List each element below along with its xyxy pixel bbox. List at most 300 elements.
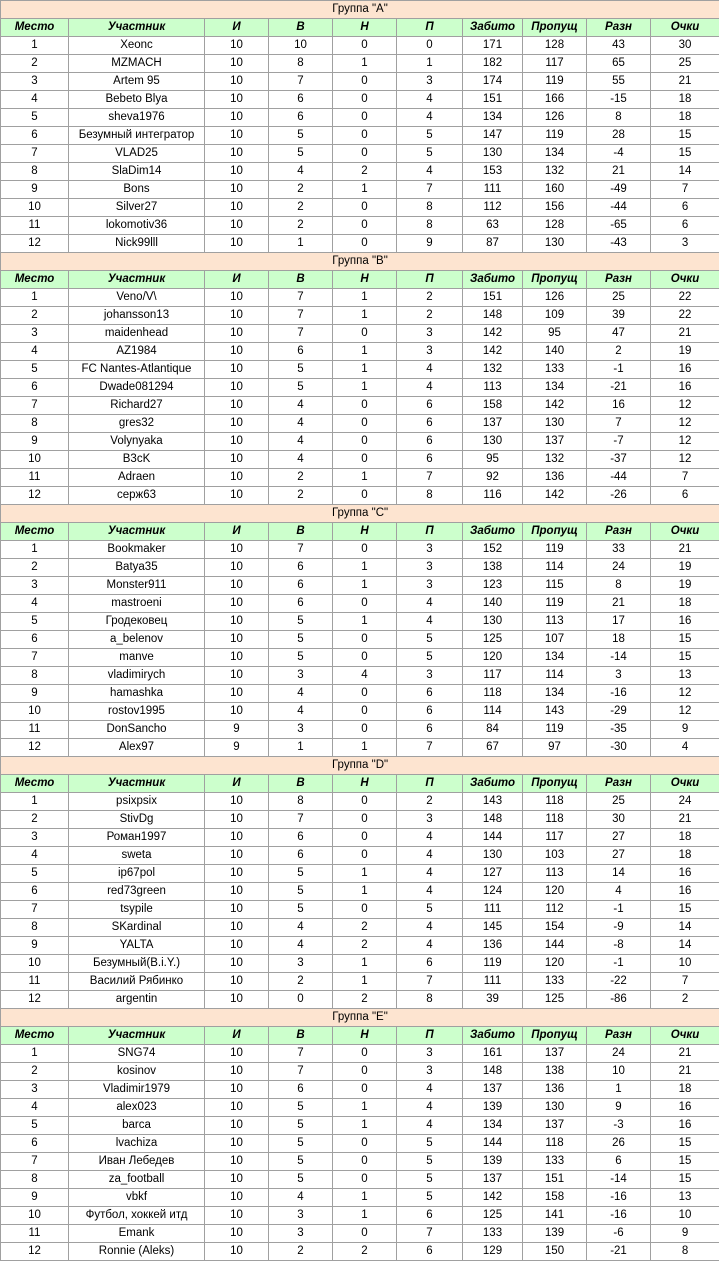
table-row xyxy=(1,199,719,217)
cell-games: 10 xyxy=(205,487,269,505)
cell-losses: 8 xyxy=(397,487,463,505)
table-row xyxy=(1,901,719,919)
group-title-row xyxy=(1,253,719,271)
cell-draws: 0 xyxy=(333,901,397,919)
cell-participant: Ronnie (Aleks) xyxy=(69,1243,205,1261)
column-header-row xyxy=(1,19,719,37)
cell-participant: Иван Лебедев xyxy=(69,1153,205,1171)
cell-wins: 4 xyxy=(269,163,333,181)
cell-losses: 4 xyxy=(397,829,463,847)
column-header-wins: В xyxy=(269,523,333,541)
cell-losses: 7 xyxy=(397,1225,463,1243)
cell-scored: 129 xyxy=(463,1243,523,1261)
table-row xyxy=(1,577,719,595)
cell-conceded: 119 xyxy=(523,595,587,613)
column-header-place: Место xyxy=(1,19,69,37)
cell-diff: -3 xyxy=(587,1117,651,1135)
cell-diff: 8 xyxy=(587,109,651,127)
cell-scored: 111 xyxy=(463,973,523,991)
cell-wins: 5 xyxy=(269,379,333,397)
table-row xyxy=(1,1045,719,1063)
column-header-conceded: Пропущ xyxy=(523,271,587,289)
table-row xyxy=(1,397,719,415)
cell-games: 10 xyxy=(205,793,269,811)
cell-diff: -49 xyxy=(587,181,651,199)
column-header-row xyxy=(1,523,719,541)
cell-conceded: 134 xyxy=(523,379,587,397)
cell-place: 11 xyxy=(1,973,69,991)
cell-participant: серж63 xyxy=(69,487,205,505)
column-header-place: Место xyxy=(1,271,69,289)
cell-participant: Bookmaker xyxy=(69,541,205,559)
cell-place: 1 xyxy=(1,1045,69,1063)
cell-wins: 5 xyxy=(269,613,333,631)
column-header-row xyxy=(1,775,719,793)
cell-scored: 95 xyxy=(463,451,523,469)
table-row xyxy=(1,37,719,55)
cell-participant: SKardinal xyxy=(69,919,205,937)
column-header-games: И xyxy=(205,523,269,541)
cell-losses: 3 xyxy=(397,73,463,91)
cell-wins: 6 xyxy=(269,829,333,847)
cell-scored: 148 xyxy=(463,811,523,829)
cell-draws: 0 xyxy=(333,415,397,433)
cell-points: 15 xyxy=(651,1135,719,1153)
column-header-scored: Забито xyxy=(463,19,523,37)
cell-place: 12 xyxy=(1,1243,69,1261)
cell-conceded: 118 xyxy=(523,1135,587,1153)
cell-points: 13 xyxy=(651,1189,719,1207)
cell-place: 7 xyxy=(1,145,69,163)
cell-draws: 1 xyxy=(333,883,397,901)
cell-participant: SNG74 xyxy=(69,1045,205,1063)
cell-games: 10 xyxy=(205,541,269,559)
table-row xyxy=(1,361,719,379)
table-row xyxy=(1,829,719,847)
cell-conceded: 132 xyxy=(523,163,587,181)
cell-wins: 6 xyxy=(269,343,333,361)
cell-participant: Безумный интегратор xyxy=(69,127,205,145)
cell-wins: 6 xyxy=(269,91,333,109)
cell-wins: 4 xyxy=(269,451,333,469)
cell-conceded: 138 xyxy=(523,1063,587,1081)
cell-participant: vbkf xyxy=(69,1189,205,1207)
cell-points: 15 xyxy=(651,1171,719,1189)
cell-participant: mastroeni xyxy=(69,595,205,613)
table-row xyxy=(1,433,719,451)
cell-wins: 6 xyxy=(269,559,333,577)
cell-draws: 1 xyxy=(333,865,397,883)
cell-wins: 4 xyxy=(269,919,333,937)
cell-conceded: 143 xyxy=(523,703,587,721)
cell-games: 10 xyxy=(205,577,269,595)
cell-wins: 6 xyxy=(269,577,333,595)
cell-losses: 2 xyxy=(397,307,463,325)
cell-conceded: 128 xyxy=(523,37,587,55)
cell-points: 18 xyxy=(651,109,719,127)
column-header-diff: Разн xyxy=(587,523,651,541)
cell-games: 10 xyxy=(205,127,269,145)
cell-place: 4 xyxy=(1,343,69,361)
cell-wins: 5 xyxy=(269,631,333,649)
cell-place: 3 xyxy=(1,577,69,595)
table-row xyxy=(1,937,719,955)
column-header-conceded: Пропущ xyxy=(523,775,587,793)
table-row xyxy=(1,793,719,811)
table-row xyxy=(1,1099,719,1117)
column-header-games: И xyxy=(205,775,269,793)
cell-losses: 4 xyxy=(397,613,463,631)
cell-points: 18 xyxy=(651,91,719,109)
table-row xyxy=(1,1081,719,1099)
cell-place: 11 xyxy=(1,721,69,739)
cell-wins: 5 xyxy=(269,649,333,667)
cell-place: 1 xyxy=(1,37,69,55)
cell-draws: 1 xyxy=(333,739,397,757)
cell-games: 10 xyxy=(205,901,269,919)
cell-games: 10 xyxy=(205,1099,269,1117)
cell-games: 10 xyxy=(205,343,269,361)
cell-points: 15 xyxy=(651,1153,719,1171)
column-header-losses: П xyxy=(397,523,463,541)
cell-wins: 5 xyxy=(269,901,333,919)
cell-diff: -14 xyxy=(587,649,651,667)
cell-points: 8 xyxy=(651,1243,719,1261)
cell-diff: -15 xyxy=(587,91,651,109)
cell-games: 10 xyxy=(205,415,269,433)
cell-diff: -16 xyxy=(587,1207,651,1225)
cell-conceded: 154 xyxy=(523,919,587,937)
cell-scored: 92 xyxy=(463,469,523,487)
cell-points: 13 xyxy=(651,667,719,685)
cell-draws: 0 xyxy=(333,1045,397,1063)
cell-wins: 5 xyxy=(269,1117,333,1135)
cell-scored: 123 xyxy=(463,577,523,595)
cell-participant: Emank xyxy=(69,1225,205,1243)
cell-points: 16 xyxy=(651,379,719,397)
cell-conceded: 158 xyxy=(523,1189,587,1207)
cell-diff: 2 xyxy=(587,343,651,361)
column-header-losses: П xyxy=(397,775,463,793)
cell-conceded: 118 xyxy=(523,793,587,811)
cell-games: 10 xyxy=(205,109,269,127)
cell-diff: 39 xyxy=(587,307,651,325)
table-row xyxy=(1,325,719,343)
cell-wins: 2 xyxy=(269,217,333,235)
cell-conceded: 134 xyxy=(523,649,587,667)
cell-participant: Richard27 xyxy=(69,397,205,415)
cell-points: 10 xyxy=(651,955,719,973)
cell-diff: -1 xyxy=(587,955,651,973)
column-header-losses: П xyxy=(397,1027,463,1045)
cell-scored: 114 xyxy=(463,703,523,721)
cell-diff: -6 xyxy=(587,1225,651,1243)
cell-scored: 142 xyxy=(463,1189,523,1207)
cell-losses: 5 xyxy=(397,1189,463,1207)
cell-games: 10 xyxy=(205,811,269,829)
cell-draws: 0 xyxy=(333,1135,397,1153)
column-header-row xyxy=(1,1027,719,1045)
cell-diff: -14 xyxy=(587,1171,651,1189)
cell-games: 10 xyxy=(205,847,269,865)
cell-diff: -86 xyxy=(587,991,651,1009)
cell-games: 10 xyxy=(205,1207,269,1225)
cell-conceded: 132 xyxy=(523,451,587,469)
cell-losses: 4 xyxy=(397,379,463,397)
cell-draws: 1 xyxy=(333,973,397,991)
cell-conceded: 156 xyxy=(523,199,587,217)
column-header-scored: Забито xyxy=(463,523,523,541)
cell-draws: 0 xyxy=(333,1153,397,1171)
cell-losses: 0 xyxy=(397,37,463,55)
table-row xyxy=(1,685,719,703)
column-header-participant: Участник xyxy=(69,271,205,289)
cell-losses: 8 xyxy=(397,217,463,235)
cell-conceded: 141 xyxy=(523,1207,587,1225)
table-row xyxy=(1,307,719,325)
cell-draws: 0 xyxy=(333,649,397,667)
cell-place: 8 xyxy=(1,163,69,181)
cell-diff: 25 xyxy=(587,289,651,307)
cell-scored: 112 xyxy=(463,199,523,217)
cell-draws: 1 xyxy=(333,1117,397,1135)
cell-draws: 1 xyxy=(333,1099,397,1117)
cell-points: 16 xyxy=(651,1099,719,1117)
cell-participant: Nick99lll xyxy=(69,235,205,253)
cell-place: 5 xyxy=(1,865,69,883)
column-header-diff: Разн xyxy=(587,775,651,793)
cell-diff: 21 xyxy=(587,163,651,181)
cell-wins: 3 xyxy=(269,721,333,739)
cell-draws: 0 xyxy=(333,685,397,703)
cell-conceded: 120 xyxy=(523,883,587,901)
cell-conceded: 134 xyxy=(523,145,587,163)
cell-participant: SlaDim14 xyxy=(69,163,205,181)
cell-losses: 7 xyxy=(397,181,463,199)
column-header-losses: П xyxy=(397,271,463,289)
cell-points: 24 xyxy=(651,793,719,811)
cell-conceded: 130 xyxy=(523,1099,587,1117)
cell-participant: kosinov xyxy=(69,1063,205,1081)
cell-scored: 125 xyxy=(463,631,523,649)
table-row xyxy=(1,73,719,91)
cell-scored: 142 xyxy=(463,325,523,343)
cell-conceded: 136 xyxy=(523,1081,587,1099)
group-title-row xyxy=(1,1,719,19)
cell-participant: sheva1976 xyxy=(69,109,205,127)
cell-games: 10 xyxy=(205,289,269,307)
column-header-participant: Участник xyxy=(69,1027,205,1045)
cell-conceded: 97 xyxy=(523,739,587,757)
cell-conceded: 117 xyxy=(523,829,587,847)
cell-draws: 1 xyxy=(333,343,397,361)
cell-draws: 1 xyxy=(333,379,397,397)
cell-wins: 2 xyxy=(269,181,333,199)
cell-scored: 140 xyxy=(463,595,523,613)
cell-points: 10 xyxy=(651,1207,719,1225)
cell-points: 6 xyxy=(651,217,719,235)
cell-draws: 2 xyxy=(333,937,397,955)
cell-points: 15 xyxy=(651,901,719,919)
table-row xyxy=(1,109,719,127)
cell-conceded: 133 xyxy=(523,1153,587,1171)
cell-scored: 127 xyxy=(463,865,523,883)
cell-losses: 7 xyxy=(397,739,463,757)
cell-draws: 0 xyxy=(333,703,397,721)
cell-conceded: 114 xyxy=(523,667,587,685)
cell-points: 15 xyxy=(651,631,719,649)
cell-losses: 5 xyxy=(397,649,463,667)
cell-points: 30 xyxy=(651,37,719,55)
table-row xyxy=(1,955,719,973)
cell-wins: 4 xyxy=(269,703,333,721)
cell-participant: Silver27 xyxy=(69,199,205,217)
cell-points: 25 xyxy=(651,55,719,73)
cell-wins: 3 xyxy=(269,1225,333,1243)
column-header-place: Место xyxy=(1,523,69,541)
cell-conceded: 113 xyxy=(523,613,587,631)
cell-scored: 130 xyxy=(463,145,523,163)
table-row xyxy=(1,559,719,577)
cell-diff: -7 xyxy=(587,433,651,451)
cell-diff: -22 xyxy=(587,973,651,991)
cell-participant: FC Nantes-Atlantique xyxy=(69,361,205,379)
cell-points: 15 xyxy=(651,649,719,667)
cell-place: 6 xyxy=(1,631,69,649)
cell-points: 18 xyxy=(651,829,719,847)
cell-games: 10 xyxy=(205,559,269,577)
cell-place: 10 xyxy=(1,955,69,973)
cell-games: 10 xyxy=(205,955,269,973)
cell-wins: 6 xyxy=(269,595,333,613)
cell-draws: 2 xyxy=(333,1243,397,1261)
cell-scored: 139 xyxy=(463,1099,523,1117)
cell-games: 10 xyxy=(205,1243,269,1261)
cell-games: 10 xyxy=(205,937,269,955)
cell-draws: 0 xyxy=(333,91,397,109)
cell-participant: za_football xyxy=(69,1171,205,1189)
cell-draws: 0 xyxy=(333,631,397,649)
cell-diff: 7 xyxy=(587,415,651,433)
cell-place: 4 xyxy=(1,91,69,109)
cell-scored: 67 xyxy=(463,739,523,757)
cell-place: 10 xyxy=(1,1207,69,1225)
cell-scored: 130 xyxy=(463,433,523,451)
cell-draws: 0 xyxy=(333,487,397,505)
cell-losses: 4 xyxy=(397,163,463,181)
cell-scored: 87 xyxy=(463,235,523,253)
cell-points: 18 xyxy=(651,595,719,613)
cell-place: 3 xyxy=(1,325,69,343)
cell-draws: 1 xyxy=(333,955,397,973)
group-title-row xyxy=(1,757,719,775)
cell-conceded: 118 xyxy=(523,811,587,829)
cell-draws: 0 xyxy=(333,217,397,235)
cell-participant: VLAD25 xyxy=(69,145,205,163)
cell-games: 10 xyxy=(205,703,269,721)
cell-draws: 0 xyxy=(333,37,397,55)
cell-scored: 133 xyxy=(463,1225,523,1243)
cell-scored: 130 xyxy=(463,847,523,865)
cell-conceded: 137 xyxy=(523,1117,587,1135)
cell-losses: 6 xyxy=(397,1207,463,1225)
cell-scored: 113 xyxy=(463,379,523,397)
cell-losses: 3 xyxy=(397,667,463,685)
cell-losses: 5 xyxy=(397,1153,463,1171)
cell-diff: -16 xyxy=(587,1189,651,1207)
cell-losses: 8 xyxy=(397,991,463,1009)
cell-place: 6 xyxy=(1,379,69,397)
cell-points: 19 xyxy=(651,577,719,595)
cell-participant: tsypile xyxy=(69,901,205,919)
table-row xyxy=(1,667,719,685)
cell-draws: 0 xyxy=(333,433,397,451)
cell-losses: 4 xyxy=(397,847,463,865)
cell-losses: 3 xyxy=(397,541,463,559)
cell-place: 12 xyxy=(1,235,69,253)
cell-diff: -16 xyxy=(587,685,651,703)
cell-draws: 0 xyxy=(333,145,397,163)
cell-draws: 1 xyxy=(333,181,397,199)
cell-diff: 24 xyxy=(587,1045,651,1063)
cell-participant: lvachiza xyxy=(69,1135,205,1153)
cell-diff: 26 xyxy=(587,1135,651,1153)
cell-games: 10 xyxy=(205,919,269,937)
cell-losses: 6 xyxy=(397,703,463,721)
cell-place: 2 xyxy=(1,811,69,829)
cell-draws: 0 xyxy=(333,127,397,145)
cell-points: 22 xyxy=(651,307,719,325)
table-row xyxy=(1,1207,719,1225)
cell-losses: 6 xyxy=(397,685,463,703)
cell-scored: 111 xyxy=(463,901,523,919)
cell-games: 10 xyxy=(205,1045,269,1063)
cell-wins: 5 xyxy=(269,1135,333,1153)
cell-draws: 1 xyxy=(333,577,397,595)
cell-draws: 0 xyxy=(333,109,397,127)
table-row xyxy=(1,613,719,631)
cell-diff: 47 xyxy=(587,325,651,343)
cell-losses: 5 xyxy=(397,631,463,649)
cell-participant: gres32 xyxy=(69,415,205,433)
column-header-draws: Н xyxy=(333,1027,397,1045)
group-title-row xyxy=(1,505,719,523)
cell-participant: Veno/V\ xyxy=(69,289,205,307)
cell-conceded: 115 xyxy=(523,577,587,595)
cell-wins: 7 xyxy=(269,1045,333,1063)
table-row xyxy=(1,721,719,739)
cell-draws: 1 xyxy=(333,559,397,577)
cell-games: 10 xyxy=(205,865,269,883)
column-header-scored: Забито xyxy=(463,271,523,289)
cell-games: 10 xyxy=(205,883,269,901)
cell-losses: 4 xyxy=(397,883,463,901)
cell-place: 8 xyxy=(1,1171,69,1189)
cell-points: 21 xyxy=(651,1045,719,1063)
cell-games: 10 xyxy=(205,829,269,847)
cell-draws: 1 xyxy=(333,55,397,73)
cell-games: 10 xyxy=(205,1225,269,1243)
cell-diff: 6 xyxy=(587,1153,651,1171)
cell-scored: 148 xyxy=(463,307,523,325)
cell-conceded: 119 xyxy=(523,721,587,739)
cell-participant: B3cK xyxy=(69,451,205,469)
cell-place: 1 xyxy=(1,541,69,559)
cell-place: 6 xyxy=(1,127,69,145)
column-header-draws: Н xyxy=(333,19,397,37)
cell-conceded: 113 xyxy=(523,865,587,883)
cell-scored: 182 xyxy=(463,55,523,73)
